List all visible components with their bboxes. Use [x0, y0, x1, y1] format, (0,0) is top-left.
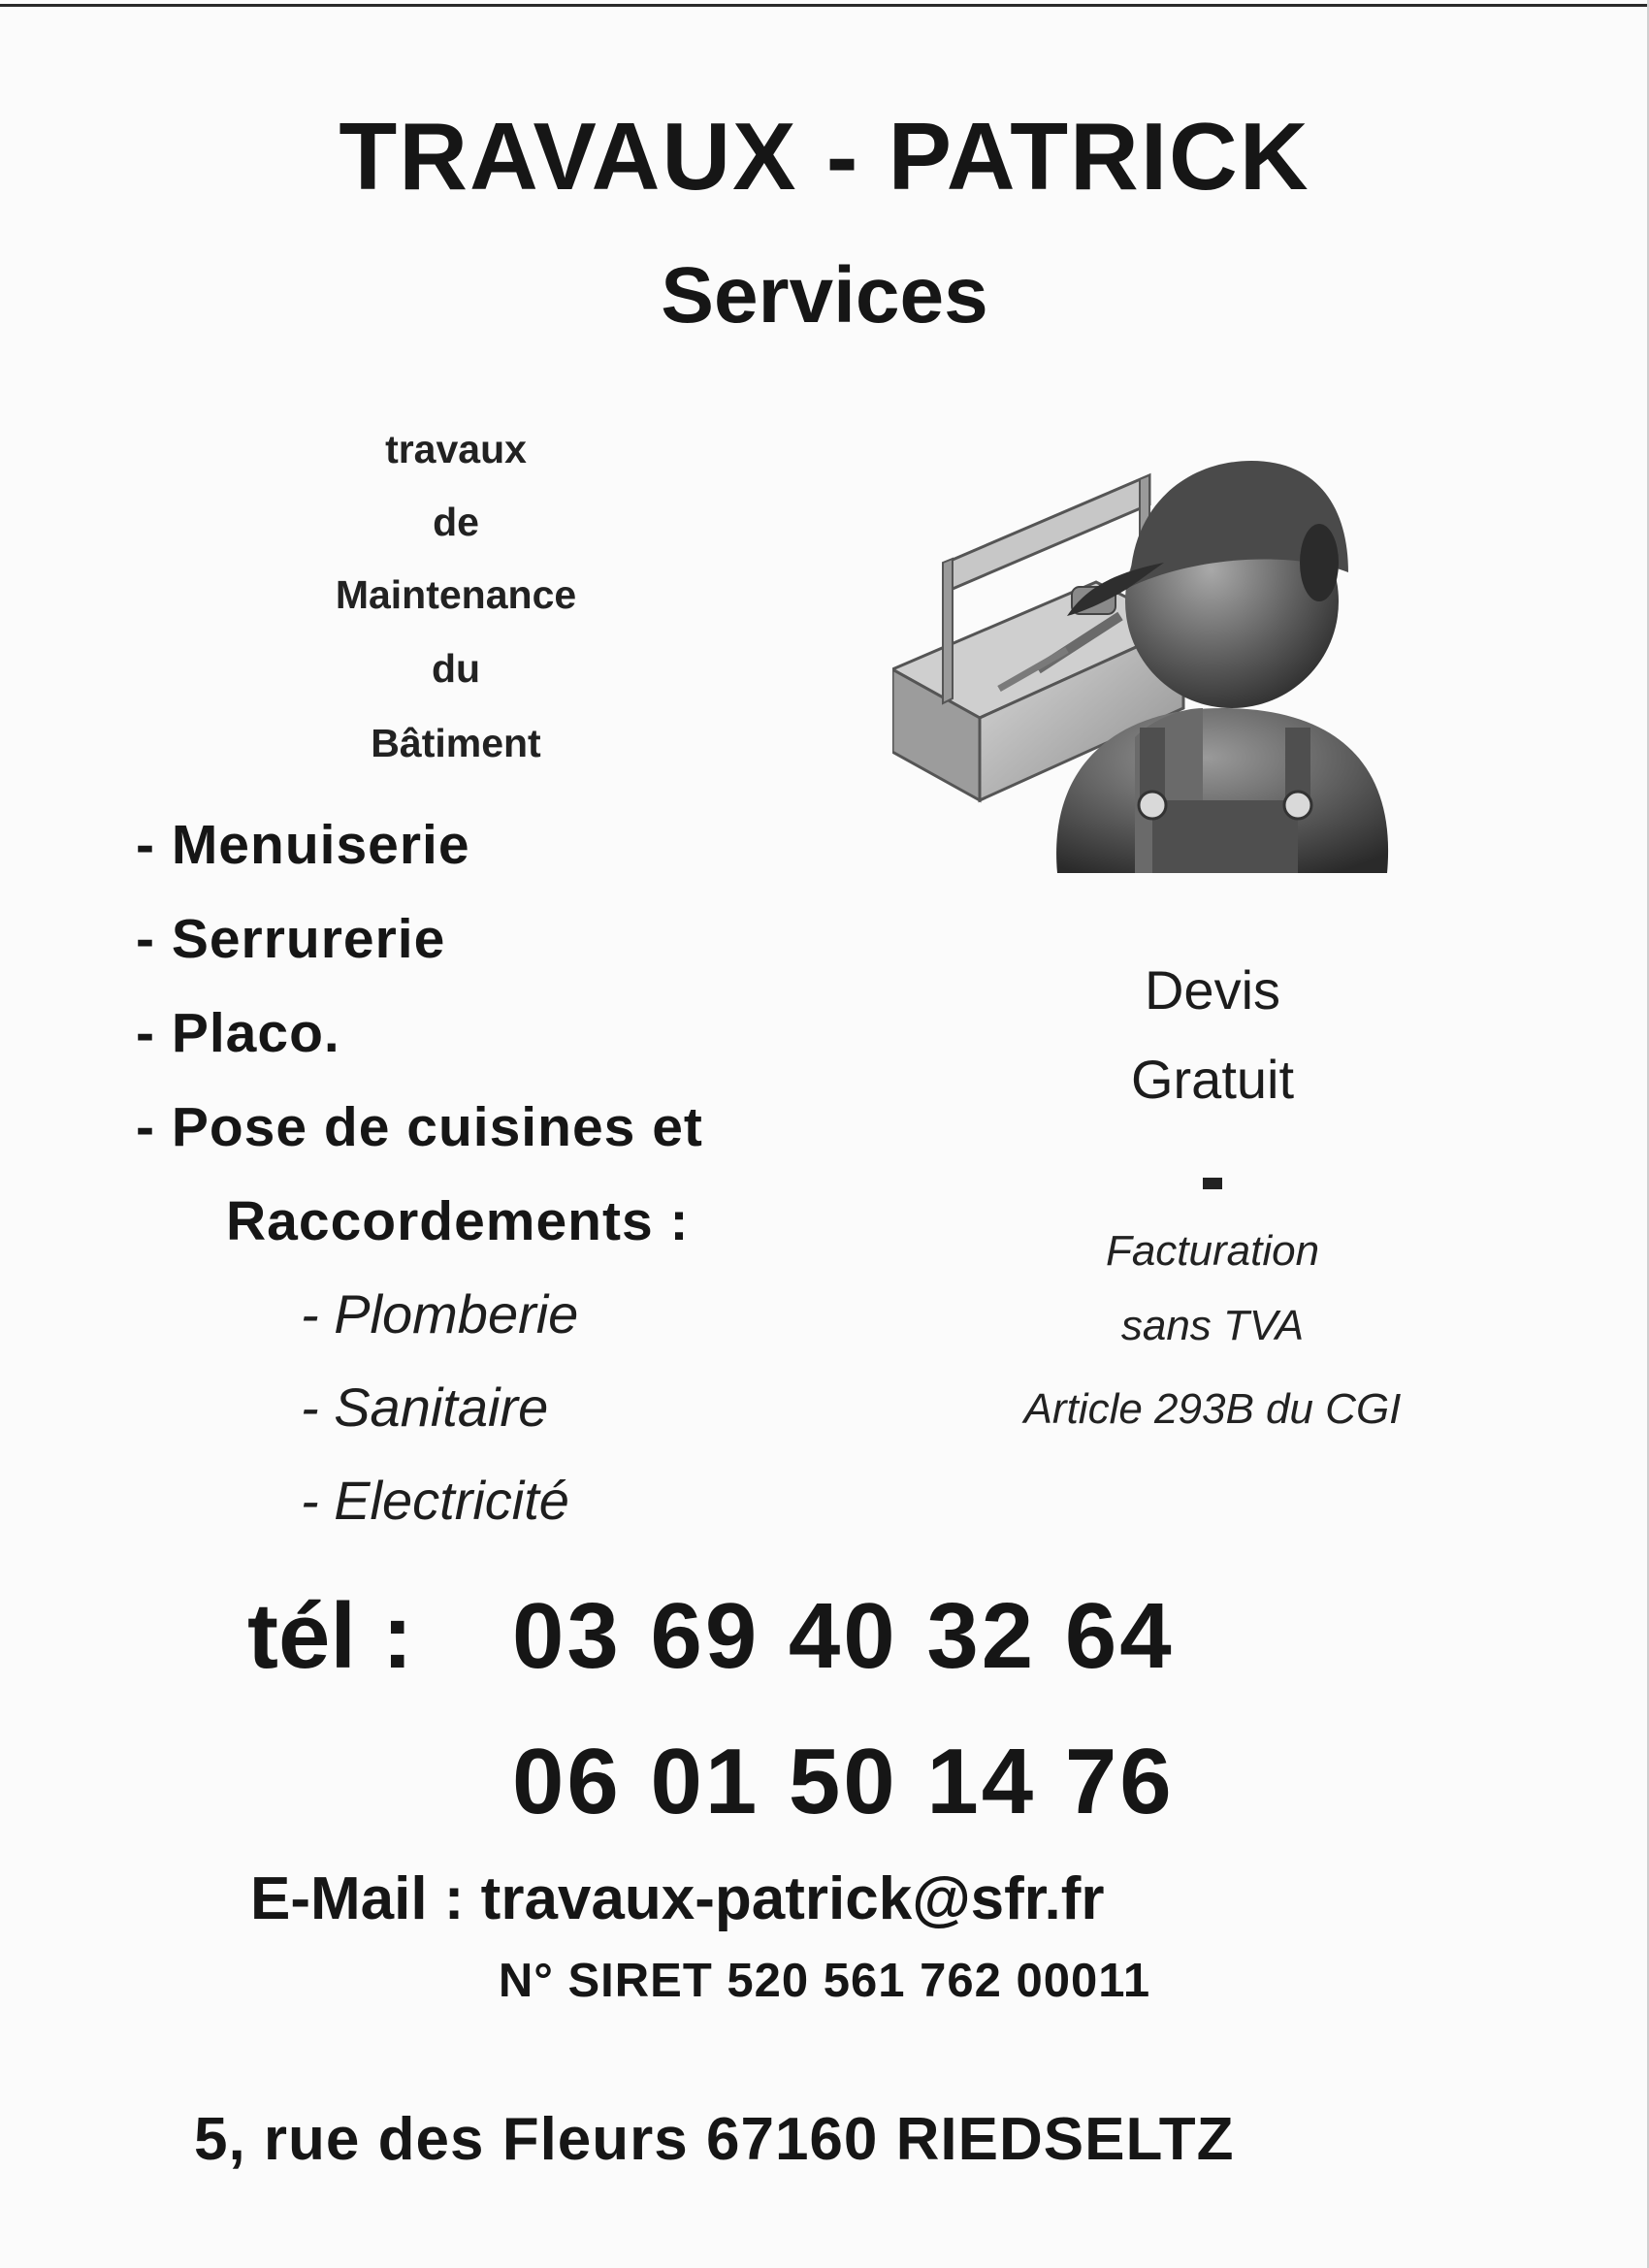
worker-with-toolbox-icon: [892, 417, 1465, 873]
email-address: E-Mail : travaux-patrick@sfr.fr: [250, 1865, 1105, 1932]
service-item: - Serrurerie: [136, 908, 446, 970]
quote-line: Gratuit: [1130, 1049, 1295, 1110]
intro-line: du: [431, 646, 481, 691]
sub-service-item: - Plomberie: [301, 1283, 579, 1345]
page-subtitle: Services: [661, 251, 988, 340]
intro-line: Bâtiment: [371, 721, 541, 765]
phone-label: tél :: [247, 1584, 413, 1688]
page-title: TRAVAUX - PATRICK: [339, 103, 1310, 210]
sub-service-item: - Electricité: [301, 1470, 569, 1531]
intro-line: Maintenance: [335, 572, 577, 617]
quote-separator: [1203, 1178, 1222, 1189]
billing-line: sans TVA: [1120, 1302, 1305, 1349]
quote-line: Devis: [1144, 959, 1281, 1021]
billing-line: Facturation: [1105, 1227, 1320, 1275]
intro-line: travaux: [385, 427, 527, 471]
sub-service-item: - Sanitaire: [301, 1377, 549, 1438]
article-reference: Article 293B du CGI: [1023, 1385, 1402, 1433]
scan-edge-top: [0, 4, 1649, 7]
service-item: - Menuiserie: [136, 814, 470, 876]
service-continuation: Raccordements :: [226, 1190, 690, 1252]
phone-number: 06 01 50 14 76: [512, 1730, 1175, 1833]
service-item: - Pose de cuisines et: [136, 1096, 703, 1158]
postal-address: 5, rue des Fleurs 67160 RIEDSELTZ: [194, 2106, 1235, 2173]
service-item: - Placo.: [136, 1002, 340, 1064]
siret-number: N° SIRET 520 561 762 00011: [498, 1955, 1151, 2007]
phone-number: 03 69 40 32 64: [512, 1584, 1175, 1688]
intro-line: de: [433, 500, 479, 544]
